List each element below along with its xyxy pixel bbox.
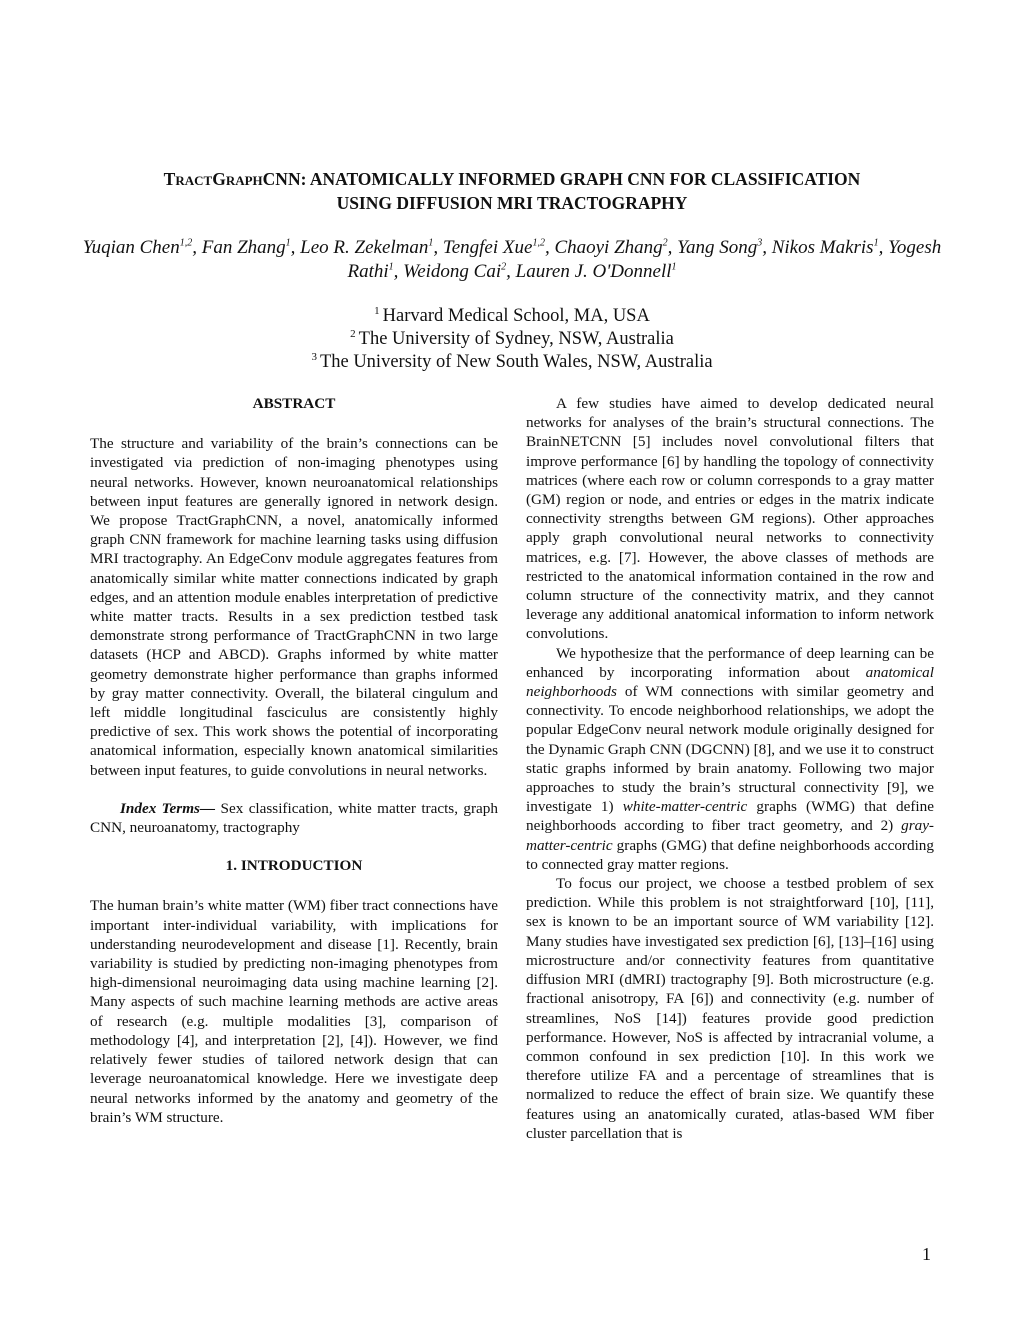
left-column: [90, 394, 498, 1127]
author-affiliation-marker: 2: [662, 237, 668, 249]
author-list: Yuqian Chen$^{1,2}$, Fan Zhang$^1$, Leo R. Zekelman$^1$, Tengfei Xue$^{1,2}$, Chaoyi Zhang$^2$, Yang Song$^3$, Nikos Makris$^1$, Yogesh Rathi$^1$, Weidong Cai$^2$, Lauren J. O'Donnell$^1$: [82, 237, 942, 282]
intro-paragraph-1: The human brain’s white matter (WM) fiber tract connections have important inter-individual variability, with implications for understanding neurodevelopment and disease [1]. Recently, brain variability is studied by predicting non-imaging phenotypes from high-dimensional neuroimaging data using machine learning [2]. Many aspects of such machine learning methods are active areas of research (e.g. multiple modalities [3], comparison of methodology [4], and interpretation [2], [4]). However, we find relatively fewer studies of tailored network design that can leverage neuroanatomical knowledge. Here we investigate deep neural networks informed by the anatomy and geometry of the brain’s WM structure.: [90, 897, 498, 1126]
author-name: Yang Song: [677, 237, 758, 258]
author-affiliation-marker: 1: [388, 261, 394, 273]
index-terms: Index Terms— Sex classification, white matter tracts, graph CNN, neuroanatomy, tractography: [90, 799, 498, 837]
affiliation-3: $^3$ The University of New South Wales, NSW, Australia: [311, 350, 713, 372]
affiliation-2: $^2$ The University of Sydney, NSW, Australia: [350, 327, 674, 349]
author-affiliation-marker: 1,2: [179, 237, 193, 249]
author-name: Weidong Cai: [403, 261, 502, 282]
author-affiliation-marker: 1: [285, 237, 291, 249]
author-name: Yuqian Chen: [82, 237, 180, 258]
author-affiliation-marker: 1,2: [532, 237, 545, 249]
affiliations: [200, 305, 824, 374]
introduction-heading: 1. INTRODUCTION: [225, 857, 363, 875]
affiliation-1: $^1$ Harvard Medical School, MA, USA: [374, 304, 650, 326]
author-affiliation-marker: 3: [757, 237, 763, 249]
author-affiliation-marker: 2: [501, 261, 507, 273]
author-affiliation-marker: 1: [873, 237, 879, 249]
intro-paragraph-3: We hypothesize that the performance of deep learning can be enhanced by incorporating information about anatomical neighborhoods of WM connections with similar geometry and connectivity. To encode neighborhood relationships, we adopt the popular EdgeConv neural network module originally designed for the Dynamic Graph CNN (DGCNN) [8], and we use it to construct static graphs informed by brain anatomy. Following two major approaches to study the brain’s structural connectivity [9], we investigate 1) white-matter-centric graphs (WMG) that define neighborhoods according to fiber tract geometry, and 2) gray-matter-centric graphs (GMG) that define neighborhoods according to connected gray matter regions.: [526, 644, 934, 873]
paper-title: [60, 168, 964, 214]
intro-paragraph-4: To focus our project, we choose a testbed problem of sex prediction. While this problem is not straightforward [10], [11], sex is known to be an important source of WM variability [12]. Many studies have investigated sex prediction [6], [13]–[16] using microstructure and/or connectivity features from quantitative diffusion MRI (dMRI) tractography [9]. Both microstructure (e.g. fractional anisotropy, FA [6]) and connectivity (e.g. number of streamlines, NoS [14]) features provide good prediction performance. However, NoS is affected by intracranial volume, a common confound in sex prediction [10]. In this work we therefore utilize FA and a percentage of streamlines that is normalized to reduce the effect of brain size. We quantify these features using an anatomically curated, atlas-based WM fiber cluster parcellation that is: [526, 875, 934, 1142]
author-affiliation-marker: 1: [428, 237, 434, 249]
author-affiliation-marker: 1: [671, 261, 677, 273]
abstract-heading: ABSTRACT: [252, 395, 336, 412]
title-line-1: TRACTGRAPHCNN: ANATOMICALLY INFORMED GRAPH CNN FOR CLASSIFICATION: [163, 169, 861, 189]
title-line-2: USING DIFFUSION MRI TRACTOGRAPHY: [336, 193, 688, 213]
author-name: Fan Zhang: [201, 237, 286, 258]
author-name: Lauren J. O'Donnell: [515, 261, 672, 282]
author-name: Nikos Makris: [771, 237, 874, 258]
abstract-text: The structure and variability of the brain’s connections can be investigated via prediction of non-imaging phenotypes using neural networks. However, known neuroanatomical relationships between input features are generally ignored in network design. We propose TractGraphCNN, a novel, anatomically informed graph CNN framework for machine learning tasks using diffusion MRI tractography. An EdgeConv module aggregates features from anatomically similar white matter connections indicated by graph edges, and an attention module enables interpretation of predictive white matter tracts. Results in a sex prediction testbed task demonstrate strong performance of TractGraphCNN in two large datasets (HCP and ABCD). Graphs informed by white matter geometry demonstrate higher performance than graphs informed by gray matter connectivity. Overall, the bilateral cingulum and left middle longitudinal fasciculus are consistently highly predictive of sex. This work shows the potential of incorporating anatomical information, especially known anatomical similarities between input features, to guide convolutions in neural networks.: [90, 435, 498, 779]
page-number: 1: [922, 1244, 931, 1264]
author-name: Chaoyi Zhang: [554, 237, 663, 258]
author-name: Leo R. Zekelman: [300, 237, 429, 258]
author-name: Yogesh Rathi: [347, 237, 942, 282]
right-column: [526, 394, 934, 1143]
intro-paragraph-2: A few studies have aimed to develop dedicated neural networks for analyses of the brain’s structural connections. The BrainNETCNN [5] includes novel convolutional filters that improve performance [6] by handling the topology of connectivity matrices (where each row or column corresponds to a gray matter (GM) region or node, and entries or edges in the matrix indicate connectivity strengths between GM regions). Other approaches apply graph convolutional neural networks to connectivity matrices, e.g. [7]. However, the above classes of methods are restricted to the anatomical information contained in the row and column structure of the connectivity matrix, and they cannot leverage any additional anatomical information to inform network convolutions.: [526, 395, 934, 643]
author-name: Tengfei Xue: [442, 237, 533, 258]
